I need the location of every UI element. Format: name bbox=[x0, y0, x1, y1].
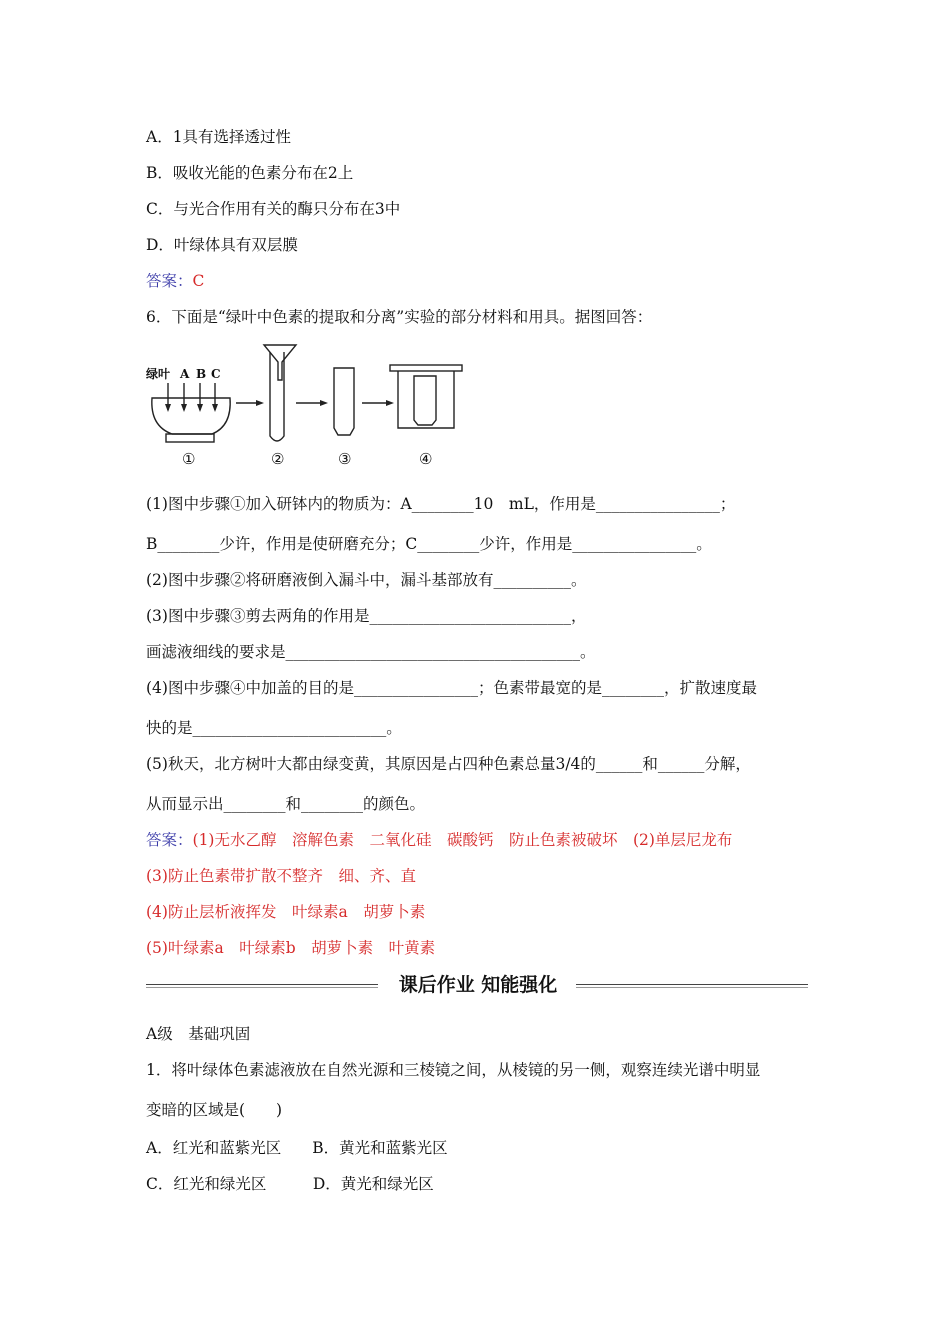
section-rule-left bbox=[146, 984, 378, 985]
q6-line-5: 画滤液细线的要求是______________________________________。 bbox=[146, 643, 596, 661]
q1-options-row-2: C．红光和绿光区 D．黄光和绿光区 bbox=[146, 1175, 434, 1193]
q6-line-9: 从而显示出________和________的颜色。 bbox=[146, 795, 426, 813]
section-header bbox=[146, 972, 808, 998]
beaker bbox=[398, 371, 454, 428]
mortar-base bbox=[166, 434, 214, 442]
answer-text: (1)无水乙醇 溶解色素 二氧化硅 碳酸钙 防止色素被破坏 (2)单层尼龙布 bbox=[192, 831, 733, 849]
q6-stem: 6．下面是“绿叶中色素的提取和分离”实验的部分材料和用具。据图回答： bbox=[146, 308, 653, 326]
step-label-3: ③ bbox=[338, 450, 352, 468]
q5-option-c: C．与光合作用有关的酶只分布在3中 bbox=[146, 200, 401, 218]
level-heading: A级 基础巩固 bbox=[146, 1025, 251, 1043]
section-rule-left-thin bbox=[146, 987, 378, 988]
step-label-2: ② bbox=[271, 450, 285, 468]
section-rule-right bbox=[576, 984, 808, 985]
q6-line-8: (5)秋天，北方树叶大都由绿变黄，其原因是占四种色素总量3/4的______和______分解， bbox=[146, 755, 751, 773]
q6-line-7: 快的是_________________________。 bbox=[146, 719, 402, 737]
q1-stem-1: 1．将叶绿体色素滤液放在自然光源和三棱镜之间，从棱镜的另一侧，观察连续光谱中明显 bbox=[146, 1061, 761, 1079]
letter-c: C bbox=[211, 367, 221, 381]
answer-label: 答案： bbox=[146, 831, 193, 849]
experiment-diagram bbox=[146, 340, 476, 470]
filter-paper-strip bbox=[334, 368, 354, 435]
paper-in-beaker bbox=[414, 376, 436, 425]
experiment-figure bbox=[146, 340, 476, 470]
leaf-label: 绿叶 bbox=[146, 367, 171, 381]
section-title: 课后作业 知能强化 bbox=[398, 974, 558, 996]
q5-option-d: D．叶绿体具有双层膜 bbox=[146, 236, 298, 254]
q5-option-a: A．1具有选择透过性 bbox=[146, 128, 292, 146]
q6-answer-line-4: (5)叶绿素a 叶绿素b 胡萝卜素 叶黄素 bbox=[146, 939, 436, 957]
beaker-lid bbox=[390, 365, 462, 371]
q5-option-b: B．吸收光能的色素分布在2上 bbox=[146, 164, 354, 182]
q5-answer bbox=[146, 271, 204, 291]
q6-line-1: (1)图中步骤①加入研钵内的物质为：A________10 mL，作用是________________； bbox=[146, 495, 736, 513]
q6-line-2: B________少许，作用是使研磨充分；C________少许，作用是________________。 bbox=[146, 535, 712, 553]
step-label-1: ① bbox=[182, 450, 196, 468]
section-rule-right-thin bbox=[576, 987, 808, 988]
q6-line-6: (4)图中步骤④中加盖的目的是________________；色素带最宽的是________，扩散速度最 bbox=[146, 679, 757, 697]
mortar-shape bbox=[152, 398, 230, 434]
letter-b: B bbox=[196, 367, 207, 381]
q1-stem-2: 变暗的区域是( ) bbox=[146, 1101, 283, 1119]
q6-line-3: (2)图中步骤②将研磨液倒入漏斗中，漏斗基部放有__________。 bbox=[146, 571, 587, 589]
q6-answer-line-2: (3)防止色素带扩散不整齐 细、齐、直 bbox=[146, 867, 416, 885]
answer-label: 答案： bbox=[146, 272, 193, 290]
q6-line-4: (3)图中步骤③剪去两角的作用是__________________________， bbox=[146, 607, 587, 625]
q6-answer-line-1 bbox=[146, 830, 732, 850]
letter-a: A bbox=[180, 367, 190, 381]
step-label-4: ④ bbox=[419, 450, 433, 468]
funnel bbox=[264, 345, 296, 380]
q1-options-row-1: A．红光和蓝紫光区 B．黄光和蓝紫光区 bbox=[146, 1139, 448, 1157]
q6-answer-line-3: (4)防止层析液挥发 叶绿素a 胡萝卜素 bbox=[146, 903, 426, 921]
answer-value: C bbox=[192, 272, 205, 290]
